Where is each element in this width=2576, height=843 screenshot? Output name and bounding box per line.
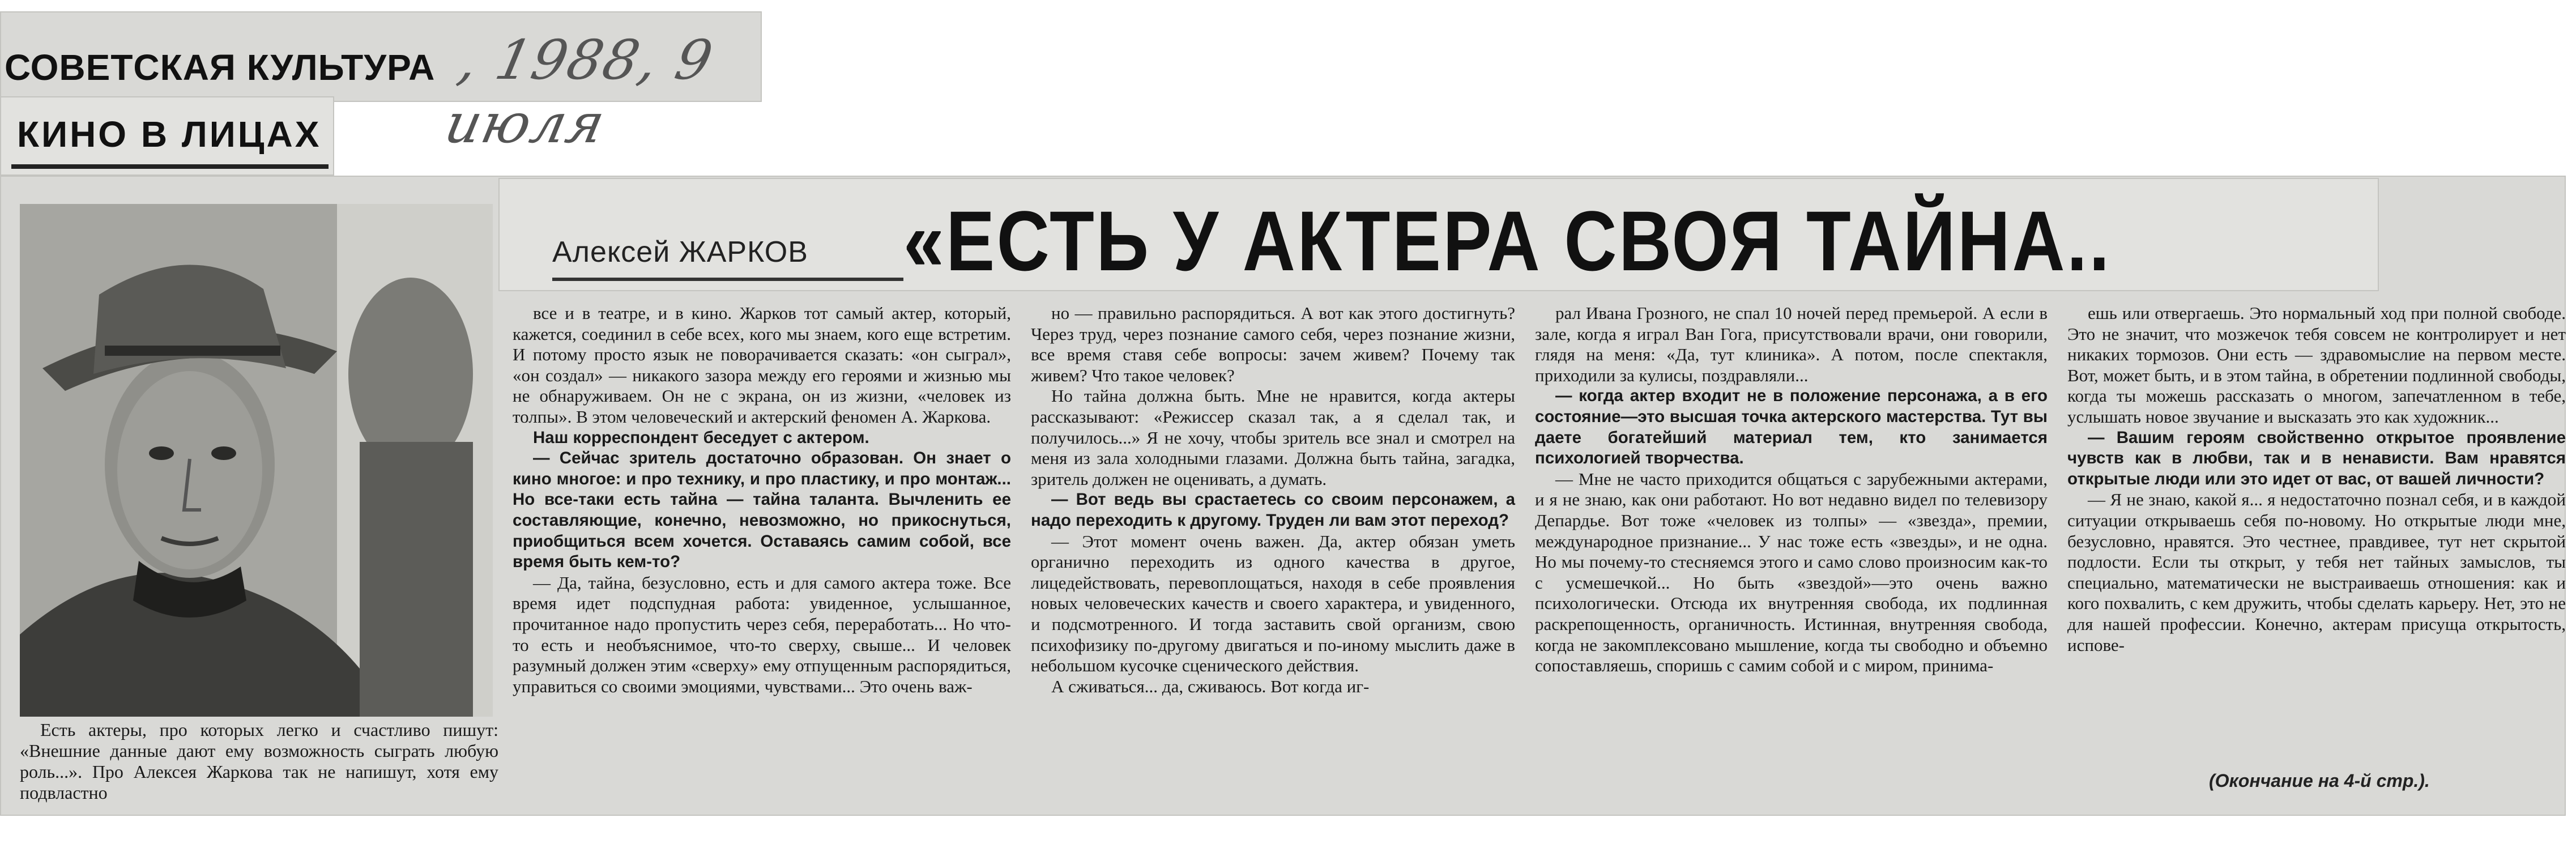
article-column-4	[2067, 303, 2566, 655]
article-paragraph: А сживаться... да, сживаюсь. Вот когда иг-	[1051, 676, 1370, 696]
article-column-1	[513, 303, 1011, 697]
article-paragraph: — Мне не часто приходится общаться с зарубежными актерами, и я не знаю, как они работают. Но вот недавно видел по телевизору Депардье. Вот тоже «человек из толпы» — «звезда», премии, международное признание... У нас тоже есть «звезды», и не одна. Но мы почему-то стесняемся этого и само слово произносим как-то с усмешечкой... Но быть «звездой»—это очень важно психологически. Отсюда их внутренняя свобода, их подлинная раскрепощенность, органичность. Истинная, внутренняя свобода, когда не закомплексовано мышление, когда ты свободно и объемно сопоставляешь, споришь с самим собой и с миром, принима-	[1535, 469, 2048, 676]
article-paragraph: — Вашим героям свойственно открытое проявление чувств как в любви, так и в ненависти. Вам нравятся открытые люди или это идет от вас, от вашей личности?	[2067, 428, 2566, 488]
article-column-2	[1031, 303, 1515, 697]
article-paragraph: — Я не знаю, какой я... я недостаточно познал себя, и в каждой ситуации открываешь себя по-новому. Но открытые люди мне, безусловно, нравятся. Это честнее, правдивее, тут нет скрытой подлости. Если ты открыт, у тебя нет тайных замыслов, ты специально, математически не выстраиваешь отношения: как и кого похвалить, с кем дружить, чтобы сделать карьеру. Нет, это не для нашей профессии. Конечно, актерам присуща открытость, испове-	[2067, 489, 2566, 655]
handwritten-date: , 1988, 9 июля	[440, 28, 719, 155]
article-paragraph: Но тайна должна быть. Мне не нравится, когда актеры рассказывают: «Режиссер сказал так, а я сделал так, и получилось...» Я не хочу, чтобы зритель все знал и смотрел на меня из зала холодными глазами. Должна быть тайна, загадка, зритель должен не оценивать, а думать.	[1031, 386, 1515, 489]
article-paragraph: — когда актер входит не в положение персонажа, а в его состояние—это высшая точка актерского мастерства. Тут вы даете богатейший материал тем, кто занимается психологией творчества.	[1535, 386, 2048, 468]
newspaper-title: СОВЕТСКАЯ КУЛЬТУРА	[5, 47, 436, 88]
continued-note: (Окончание на 4-й стр.).	[2209, 770, 2430, 791]
photo-caption	[20, 719, 498, 803]
rubric-label: КИНО В ЛИЦАХ	[17, 114, 322, 155]
article-paragraph: все и в театре, и в кино. Жарков тот самый актер, который, кажется, соединил в себе всех, кого мы знаем, кого еще встретим. И потому просто язык не поворачивается сказать: «он сыграл», «он создал» — никакого зазора между его героями и жизнью мы не обнаруживаем. Он не с экрана, он из жизни, «человек из толпы». В этом человеческий и актерский феномен А. Жаркова.	[513, 303, 1011, 427]
byline-rule	[552, 278, 903, 281]
article-paragraph: Наш корреспондент беседует с актером.	[533, 428, 869, 447]
article-paragraph: — Вот ведь вы срастаетесь со своим персонажем, а надо переходить к другому. Труден ли вам этот переход?	[1031, 490, 1515, 530]
article-paragraph: рал Ивана Грозного, не спал 10 ночей перед премьерой. А если в зале, когда я играл Ван Гога, присутствовали врачи, они говорили, глядя на меня: «Да, тут клиника». А потом, после спектакля, приходили за кулисы, поздравляли...	[1535, 303, 2048, 385]
article-paragraph: но — правильно распорядиться. А вот как этого достигнуть? Через труд, через познание самого себя, через познание жизни, все время ставя себе вопросы: зачем живем? Почему так живем? Что такое человек?	[1031, 303, 1515, 385]
article-headline: «ЕСТЬ У АКТЕРА СВОЯ ТАЙНА..	[903, 193, 2112, 288]
actor-portrait-image	[20, 204, 493, 717]
article-paragraph: — Да, тайна, безусловно, есть и для самого актера тоже. Все время идет подспудная работа: увиденное, услышанное, прочитанное надо пропустить через себя, переработать... Но что-то есть и необъяснимое, что-то сверху, свыше... И человек разумный должен этим «сверху» ему отпущенным распорядиться, управиться со своими эмоциями, чувствами... Это очень важ-	[513, 572, 1011, 696]
actor-photo	[20, 204, 493, 717]
rubric-underline	[11, 164, 329, 169]
caption-text: Есть актеры, про которых легко и счастливо пишут: «Внешние данные дают ему возможность сыграть любую роль...». Про Алексея Жаркова так не напишут, хотя ему подвластно	[20, 719, 498, 803]
author-byline: Алексей ЖАРКОВ	[552, 236, 808, 269]
article-paragraph: ешь или отвергаешь. Это нормальный ход при полной свободе. Это не значит, что мозжечок тебя совсем не контролирует и нет никаких тормозов. Они есть — здравомыслие на первом месте. Вот, может быть, и в этом тайна, в обретении подлинной свободы, когда ты можешь рассказать о многом, запечатленном в тебе, услышать новое звучание и высказать это как художник...	[2067, 303, 2566, 427]
article-paragraph: — Этот момент очень важен. Да, актер обязан уметь органично переходить из одного качества в другое, лицедействовать, перевоплощаться, находя в себе проявления новых человеческих качеств и своего характера, и увиденного, и подсмотренного. И тогда заставить свой организм, свою психофизику по-другому двигаться и по-иному мыслить даже в небольшом кусочке сценического действия.	[1031, 531, 1515, 676]
article-column-3	[1535, 303, 2048, 676]
rubric-clipping	[0, 96, 334, 176]
article-paragraph: — Сейчас зритель достаточно образован. Он знает о кино многое: и про технику, и про пластику, и про монтаж... Но все-таки есть тайна — тайна таланта. Вычленить ее составляющие, конечно, невозможно, но прикоснуться, приобщиться всем хочется. Оставаясь самим собой, все время быть кем-то?	[513, 449, 1011, 572]
